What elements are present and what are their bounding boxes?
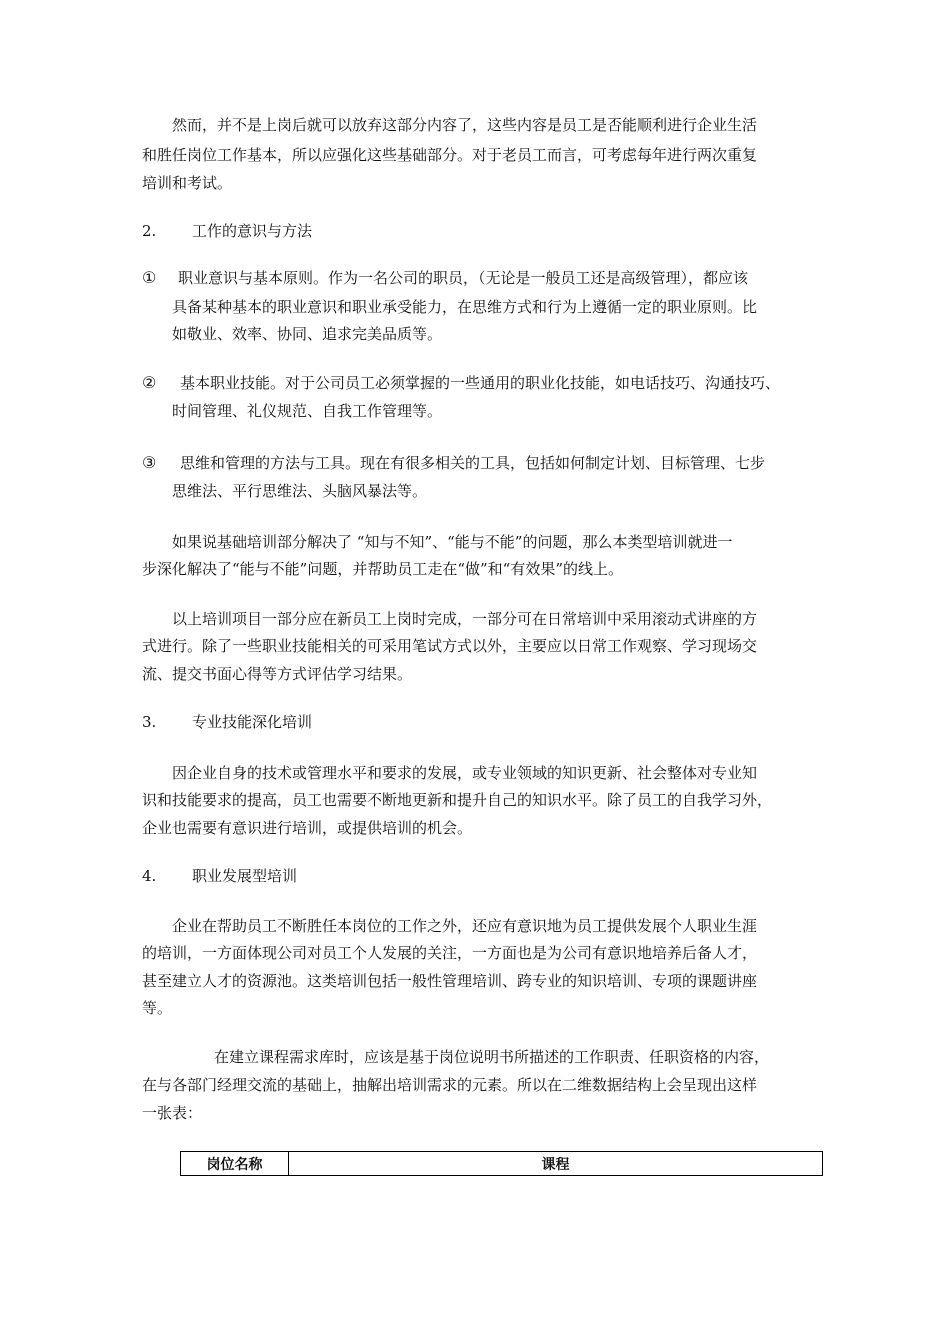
list-marker: ② <box>142 373 157 392</box>
table-header-course: 课程 <box>541 1156 570 1173</box>
section-number: 3. <box>142 713 157 731</box>
paragraph-line: 因企业自身的技术或管理水平和要求的发展，或专业领域的知识更新、社会整体对专业知 <box>172 764 758 782</box>
paragraph-line: 一张表： <box>142 1104 203 1122</box>
paragraph-line: 培训和考试。 <box>142 174 233 192</box>
list-item-line: 职业意识与基本原则。作为一名公司的职员，（无论是一般员工还是高级管理），都应该 <box>178 269 749 287</box>
section-number: 4. <box>142 867 157 885</box>
table-header-position: 岗位名称 <box>181 1152 289 1175</box>
paragraph-line: 和胜任岗位工作基本，所以应强化这些基础部分。对于老员工而言，可考虑每年进行两次重复 <box>142 146 758 164</box>
list-marker: ③ <box>142 453 157 472</box>
paragraph-line: 的培训，一方面体现公司对员工个人发展的关注，一方面也是为公司有意识地培养后备人才， <box>142 944 758 962</box>
list-item-line: 思维和管理的方法与工具。现在有很多相关的工具，包括如何制定计划、目标管理、七步 <box>180 454 766 472</box>
paragraph-line: 以上培训项目一部分应在新员工上岗时完成，一部分可在日常培训中采用滚动式讲座的方 <box>172 610 758 628</box>
list-item-line: 具备某种基本的职业意识和职业承受能力，在思维方式和行为上遵循一定的职业原则。比 <box>172 298 758 316</box>
paragraph-line: 甚至建立人才的资源池。这类培训包括一般性管理培训、跨专业的知识培训、专项的课题讲座 <box>142 972 758 990</box>
paragraph-line: 步深化解决了“能与不能”问题，并帮助员工走在“做”和“有效果”的线上。 <box>142 560 624 578</box>
paragraph-line: 企业在帮助员工不断胜任本岗位的工作之外，还应有意识地为员工提供发展个人职业生涯 <box>172 917 758 935</box>
section-title: 职业发展型培训 <box>192 867 298 885</box>
paragraph-line: 等。 <box>142 999 173 1017</box>
paragraph-line: 识和技能要求的提高，员工也需要不断地更新和提升自己的知识水平。除了员工的自我学习外， <box>142 791 773 809</box>
course-table <box>180 1151 823 1176</box>
list-item-line: 思维法、平行思维法、头脑风暴法等。 <box>172 482 428 500</box>
section-title: 工作的意识与方法 <box>192 222 313 240</box>
paragraph-line: 流、提交书面心得等方式评估学习结果。 <box>142 665 413 683</box>
paragraph-line: 然而，并不是上岗后就可以放弃这部分内容了，这些内容是员工是否能顺利进行企业生活 <box>172 116 758 134</box>
section-number: 2. <box>142 222 157 240</box>
list-item-line: 时间管理、礼仪规范、自我工作管理等。 <box>172 402 443 420</box>
list-item-line: 基本职业技能。对于公司员工必须掌握的一些通用的职业化技能，如电话技巧、沟通技巧、 <box>180 374 781 392</box>
paragraph-line: 式进行。除了一些职业技能相关的可采用笔试方式以外，主要应以日常工作观察、学习现场交 <box>142 637 758 655</box>
paragraph-line: 企业也需要有意识进行培训，或提供培训的机会。 <box>142 819 473 837</box>
paragraph-line: 如果说基础培训部分解决了 “知与不知”、“能与不能”的问题，那么本类型培训就进一 <box>172 533 733 551</box>
paragraph-line: 在建立课程需求库时，应该是基于岗位说明书所描述的工作职责、任职资格的内容， <box>214 1048 770 1066</box>
list-marker: ① <box>142 268 157 287</box>
section-title: 专业技能深化培训 <box>192 713 313 731</box>
list-item-line: 如敬业、效率、协同、追求完美品质等。 <box>172 325 443 343</box>
paragraph-line: 在与各部门经理交流的基础上，抽解出培训需求的元素。所以在二维数据结构上会呈现出这样 <box>142 1076 758 1094</box>
